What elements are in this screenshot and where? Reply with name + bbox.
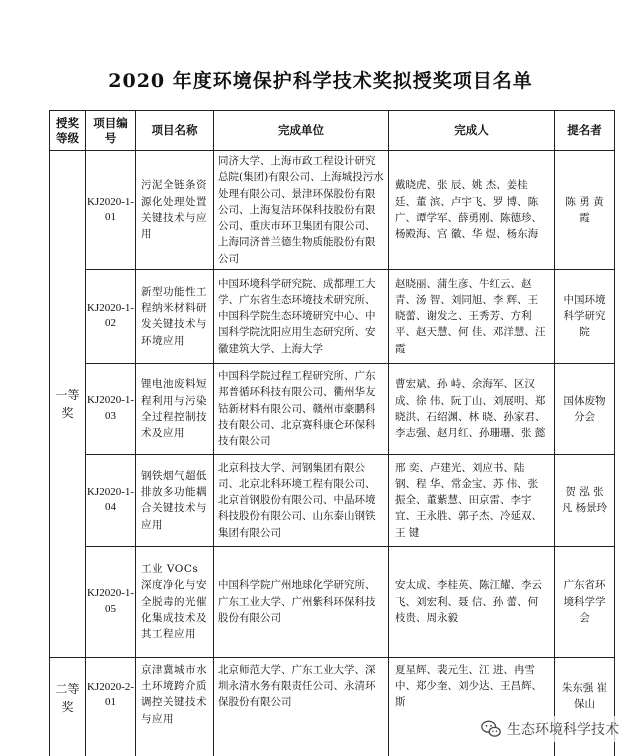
table-header-row	[50, 111, 615, 151]
header-grade: 授奖等级	[50, 111, 86, 151]
completion-units: 中国环境科学研究院、成都理工大学、广东省生态环境技术研究所、中国科学院生态环境研究中心、中国科学院沈阳应用生态研究所、安徽建筑大学、上海大学	[214, 269, 389, 363]
project-name: 钢铁烟气超低排放多功能耦合关键技术与应用	[136, 454, 214, 546]
project-name: 锂电池废料短程利用与污染全过程控制技术及应用	[136, 363, 214, 454]
project-id: KJ2020-1-02	[86, 269, 136, 363]
completion-people: 邢 奕、卢建光、刘应书、陆 钢、程 华、常金宝、苏 伟、张振全、董紫慧、田京雷、李宇宜、王永胜、郭子杰、冷延双、王 键	[389, 454, 555, 546]
completion-people: 夏星辉、裴元生、江 进、冉雪中、郑少奎、刘少达、王昌辉、斯	[389, 657, 555, 756]
nominator: 国体废物分会	[555, 363, 615, 454]
grade-cell-first	[50, 151, 86, 658]
project-name: 京津冀城市水土环境跨介质调控关键技术与应用	[136, 657, 214, 756]
completion-units: 中国科学院过程工程研究所、广东邦普循环科技有限公司、衢州华友钴新材料有限公司、赣州市豪鹏科技有限公司、北京赛科康仑环保科技有限公司	[214, 363, 389, 454]
nominator: 朱东强 崔保山	[555, 657, 615, 756]
table-row	[50, 269, 615, 363]
grade-cell-second	[50, 657, 86, 756]
watermark	[476, 716, 623, 742]
completion-units: 北京师范大学、广东工业大学、深圳永清水务有限责任公司、永清环保股份有限公司	[214, 657, 389, 756]
project-id: KJ2020-1-04	[86, 454, 136, 546]
project-name: 工业 VOCs 深度净化与安全脱毒的光催化集成技术及其工程应用	[136, 546, 214, 657]
project-id: KJ2020-2-01	[86, 657, 136, 756]
project-id: KJ2020-1-05	[86, 546, 136, 657]
completion-people: 戴晓虎、张 辰、姚 杰、姜桂廷、董 滨、卢宇飞、罗 博、陈 广、谭学军、薛勇刚、陈德珍、杨殿海、宫 徽、华 煜、杨东海	[389, 151, 555, 270]
header-people: 完成人	[389, 111, 555, 151]
project-name: 新型功能性工程纳米材料研发关键技术与环境应用	[136, 269, 214, 363]
header-nominator: 提名者	[555, 111, 615, 151]
nominator: 贺 泓 张 凡 杨景玲	[555, 454, 615, 546]
wechat-icon	[480, 718, 502, 740]
nominator: 陈 勇 黄 霞	[555, 151, 615, 270]
grade-label-second: 二等奖	[55, 681, 80, 714]
grade-label-first: 一等奖	[55, 387, 80, 420]
watermark-text: 生态环境科学技术	[507, 722, 619, 738]
nominator: 中国环境科学研究院	[555, 269, 615, 363]
project-id: KJ2020-1-03	[86, 363, 136, 454]
completion-people: 曹宏斌、孙 峙、余海军、区汉成、徐 伟、阮丁山、刘展明、郑晓洪、石绍渊、林 晓、孙家君、李志强、赵月红、孙珊珊、张 懿	[389, 363, 555, 454]
nominator: 广东省环境科学学会	[555, 546, 615, 657]
table-row	[50, 546, 615, 657]
award-table	[49, 110, 615, 756]
table-row	[50, 151, 615, 270]
header-units: 完成单位	[214, 111, 389, 151]
completion-people: 安太成、李桂英、陈江耀、李云飞、刘宏利、聂 信、孙 蕾、何枝贵、周永毅	[389, 546, 555, 657]
completion-people: 赵晓丽、蒲生彦、牛红云、赵 青、汤 智、刘同旭、李 辉、王晓蕾、谢发之、王秀芳、方利平、赵天慧、何 佳、邓洋慧、汪 霞	[389, 269, 555, 363]
completion-units: 中国科学院广州地球化学研究所、广东工业大学、广州紫科环保科技股份有限公司	[214, 546, 389, 657]
header-name: 项目名称	[136, 111, 214, 151]
header-id: 项目编号	[86, 111, 136, 151]
page-title: 2020 年度环境保护科学技术奖拟授奖项目名单	[108, 70, 533, 92]
project-id: KJ2020-1-01	[86, 151, 136, 270]
table-row	[50, 454, 615, 546]
completion-units: 北京科技大学、河钢集团有限公司、北京北科环境工程有限公司、北京首钢股份有限公司、中晶环境科技股份有限公司、山东泰山钢铁集团有限公司	[214, 454, 389, 546]
completion-units: 同济大学、上海市政工程设计研究总院(集团)有限公司、上海城投污水处理有限公司、景津环保股份有限公司、上海复洁环保科技股份有限公司、重庆市环卫集团有限公司、上海同济普兰德生物质能股份有限公司	[214, 151, 389, 270]
project-name: 污泥全链条资源化处理处置关键技术与应用	[136, 151, 214, 270]
table-row	[50, 363, 615, 454]
